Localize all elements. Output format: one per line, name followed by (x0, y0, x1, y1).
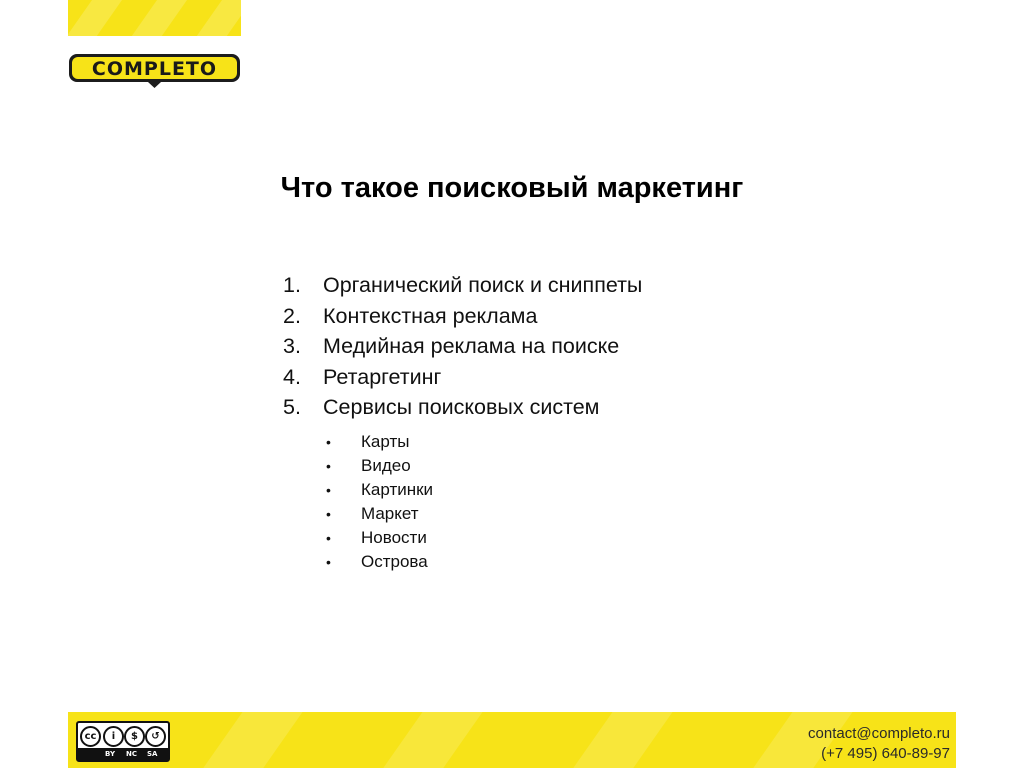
item-number: 4. (283, 364, 301, 389)
bullet-icon: • (326, 482, 331, 498)
item-number: 5. (283, 395, 301, 419)
topic-list (283, 270, 642, 423)
license-strip (78, 748, 168, 760)
bullet-icon: • (326, 458, 331, 474)
sublist-label: Маркет (361, 504, 419, 523)
bullet-icon: • (326, 434, 331, 450)
logo-text: COMPLETO (91, 58, 218, 80)
license-by: BY (105, 750, 116, 758)
sublist-label: Видео (361, 456, 411, 475)
creative-commons-icon[interactable] (76, 721, 170, 762)
item-label: Контекстная реклама (323, 303, 538, 328)
sublist-label: Карты (361, 432, 410, 451)
completo-logo[interactable] (68, 53, 241, 89)
sublist-label: Новости (361, 528, 427, 547)
sublist-item (326, 454, 433, 478)
bullet-icon: • (326, 530, 331, 546)
footer-bar (68, 712, 956, 768)
sublist-item (326, 430, 433, 454)
item-label: Ретаргетинг (323, 364, 442, 389)
sublist-item (326, 478, 433, 502)
item-label: Органический поиск и сниппеты (323, 273, 643, 297)
cc-logo-icon: cc (80, 726, 101, 747)
item-label: Медийная реклама на поиске (323, 334, 620, 358)
sublist-item (326, 502, 433, 526)
license-nc: NC (126, 750, 137, 758)
list-item (283, 331, 642, 362)
item-number: 1. (283, 273, 301, 297)
contact-info (808, 724, 950, 764)
item-number: 3. (283, 334, 301, 358)
top-banner (68, 0, 241, 36)
list-item (283, 301, 642, 332)
list-item (283, 392, 642, 423)
sublist-item (326, 526, 433, 550)
bullet-icon: • (326, 554, 331, 570)
sublist-label: Картинки (361, 480, 434, 499)
noncommercial-icon: $ (124, 726, 145, 747)
slide-title: Что такое поисковый маркетинг (280, 172, 744, 204)
sublist-label: Острова (361, 552, 428, 571)
contact-email[interactable]: contact@completo.ru (808, 725, 950, 742)
list-item (283, 270, 642, 301)
sharealike-icon: ↺ (145, 726, 166, 747)
item-label: Сервисы поисковых систем (323, 395, 600, 419)
contact-phone: (+7 495) 640-89-97 (821, 745, 950, 762)
services-sublist (326, 430, 433, 574)
attribution-icon: i (103, 726, 124, 747)
list-item (283, 362, 642, 393)
license-sa: SA (147, 750, 158, 758)
bullet-icon: • (326, 506, 331, 522)
item-number: 2. (283, 303, 301, 328)
sublist-item (326, 550, 433, 574)
